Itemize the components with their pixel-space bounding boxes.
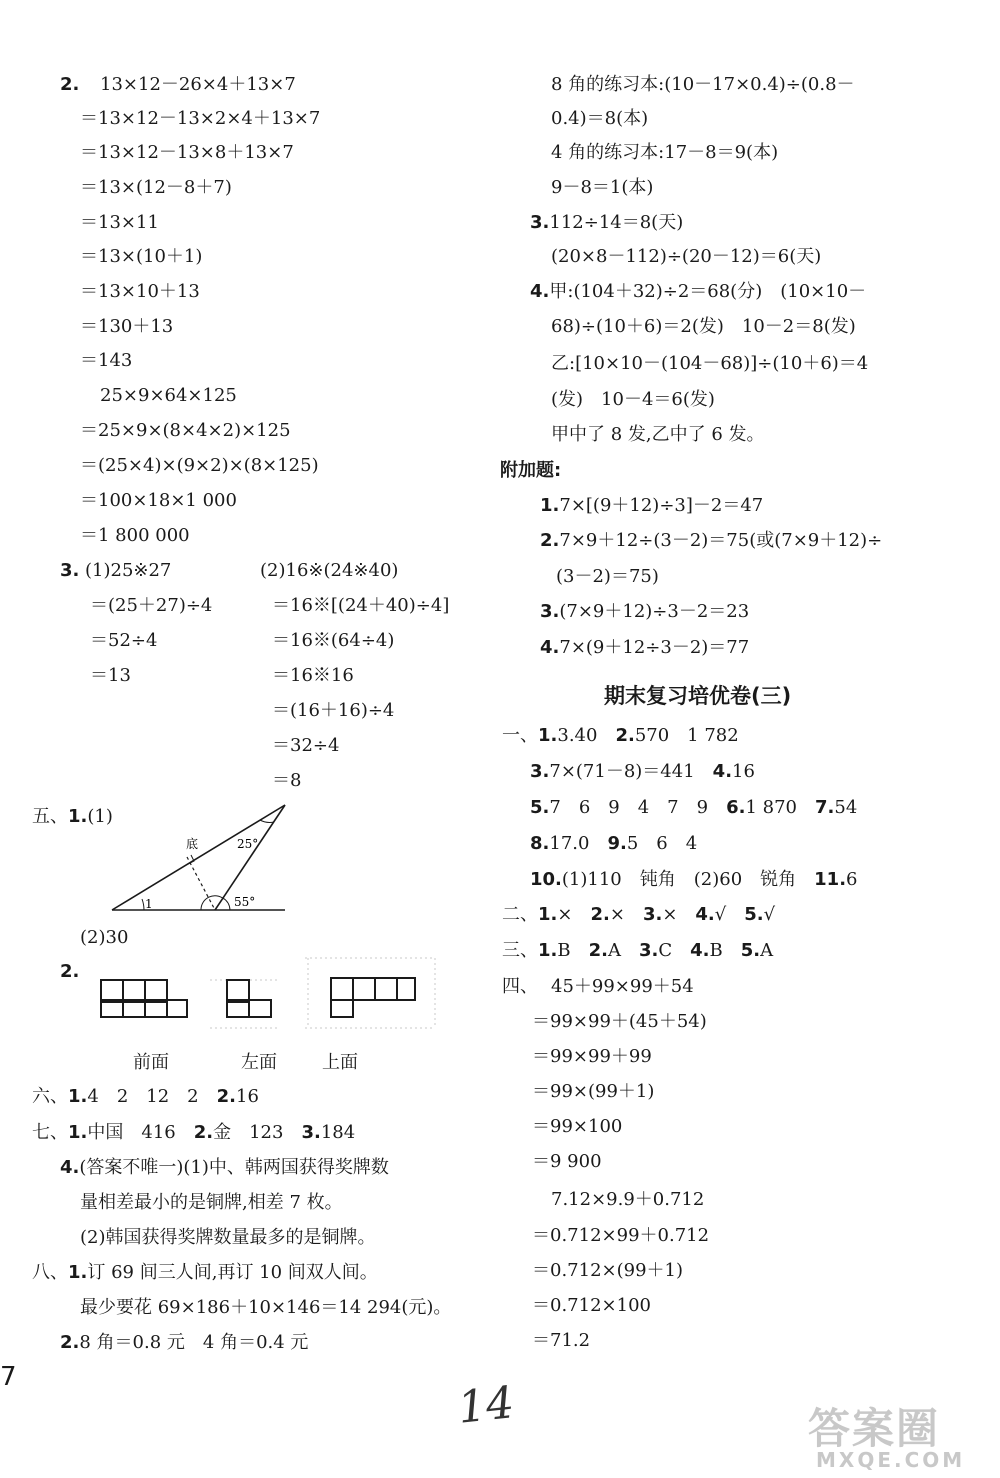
top-view [331, 978, 415, 1017]
calc-line: ＝99×100 [532, 1116, 623, 1137]
calc-line: ＝13 [90, 665, 131, 686]
calc-line: ＝13×12－13×2×4＋13×7 [80, 108, 321, 129]
calc-line: ＝13×(12－8＋7) [80, 177, 232, 198]
calc-line: ＝32÷4 [272, 735, 340, 756]
section-8-line: 八、1.订 69 间三人间,再订 10 间双人间。 [32, 1262, 378, 1283]
height-line [187, 857, 215, 910]
calc-line: ＝0.712×99＋0.712 [532, 1225, 710, 1246]
view-label-left: 左面 [241, 1052, 277, 1073]
answer-line: 最少要花 69×186＋10×146＝14 294(元)。 [80, 1297, 452, 1318]
part-1-line: 5.7 6 9 4 7 9 6.1 870 7.54 [530, 797, 858, 818]
answer-line: (发) 10－4＝6(发) [551, 389, 715, 410]
bonus-line: 1.7×[(9＋12)÷3]－2＝47 [540, 495, 764, 516]
q2-label: 2. [60, 74, 80, 95]
label-55: 55° [234, 895, 256, 909]
part-1-line: 一、1.3.40 2.570 1 782 [502, 725, 739, 746]
calc-line: (1)25※27 [85, 560, 172, 581]
section-7-line: 七、1.中国 416 2.金 123 3.184 [32, 1122, 356, 1143]
page-number: 7 [0, 1362, 17, 1392]
answer-line: 2.8 角＝0.8 元 4 角＝0.4 元 [60, 1332, 309, 1353]
calc-line: ＝(25＋27)÷4 [90, 595, 213, 616]
calc-line: ＝16※(64÷4) [272, 630, 395, 651]
calc-line: ＝(16＋16)÷4 [272, 700, 395, 721]
answer-line: 8 角的练习本:(10－17×0.4)÷(0.8－ [551, 74, 855, 95]
part-3-line: 三、1.B 2.A 3.C 4.B 5.A [502, 940, 774, 961]
angle-25-arc [260, 820, 274, 822]
calc-line: ＝1 800 000 [80, 525, 190, 546]
label-base: 底 [186, 837, 199, 851]
part-1-line: 10.(1)110 钝角 (2)60 锐角 11.6 [530, 869, 858, 890]
answer-line: 量相差最小的是铜牌,相差 7 枚。 [80, 1192, 343, 1213]
watermark-logo [808, 1396, 988, 1474]
bonus-line: 4.7×(9＋12÷3－2)＝77 [540, 637, 750, 658]
calc-line: 25×9×64×125 [100, 385, 237, 406]
label-25: 25° [237, 837, 259, 851]
calc-line: ＝100×18×1 000 [80, 490, 237, 511]
handwritten-page-number: 14 [455, 1377, 517, 1434]
calc-line: ＝9 900 [532, 1151, 602, 1172]
calc-line: ＝99×99＋99 [532, 1046, 652, 1067]
answer-line: 乙:[10×10－(104－68)]÷(10＋6)＝4 [551, 353, 869, 374]
label-angle-1: 1 [145, 897, 153, 911]
calc-line: ＝99×99＋(45＋54) [532, 1011, 707, 1032]
angle-1-arc [142, 899, 144, 910]
q3-label: 3. [60, 560, 80, 581]
answer-line: 3.112÷14＝8(天) [530, 212, 684, 233]
calc-line: 7.12×9.9＋0.712 [551, 1189, 705, 1210]
calc-line: ＝99×(99＋1) [532, 1081, 655, 1102]
answer-line: 4 角的练习本:17－8＝9(本) [551, 142, 779, 163]
part-1-line: 3.7×(71－8)＝441 4.16 [530, 761, 755, 782]
hypotenuse-line [112, 805, 285, 910]
calc-line: ＝52÷4 [90, 630, 158, 651]
left-view [227, 980, 271, 1017]
part-2-line: 二、1.× 2.× 3.× 4.√ 5.√ [502, 904, 776, 925]
answer-line: 0.4)＝8(本) [551, 108, 649, 129]
calc-line: ＝8 [272, 770, 302, 791]
calc-line: ＝130＋13 [80, 316, 174, 337]
answer-line: (2)30 [80, 927, 129, 948]
view-label-front: 前面 [133, 1052, 169, 1073]
part-1-line: 8.17.0 9.5 6 4 [530, 833, 698, 854]
three-views-figure [95, 950, 445, 1030]
calc-line: ＝16※[(24＋40)÷4] [272, 595, 450, 616]
watermark-url: MXQE.COM [816, 1448, 966, 1472]
bonus-heading: 附加题: [500, 460, 562, 481]
calc-line: ＝13×11 [80, 212, 159, 233]
answer-line: 甲中了 8 发,乙中了 6 发。 [551, 424, 765, 445]
calc-line: 13×12－26×4＋13×7 [100, 74, 296, 95]
calc-line: ＝25×9×(8×4×2)×125 [80, 420, 291, 441]
calc-line: (2)16※(24※40) [260, 560, 399, 581]
answer-line: 4.甲:(104＋32)÷2＝68(分) (10×10－ [530, 281, 867, 302]
watermark-text: 答案圈 [808, 1404, 941, 1453]
bonus-line: 3.(7×9＋12)÷3－2＝23 [540, 601, 750, 622]
answer-line: (20×8－112)÷(20－12)＝6(天) [551, 246, 822, 267]
section-5-heading: 五、1.(1) [32, 806, 113, 827]
calc-line: ＝71.2 [532, 1330, 591, 1351]
calc-line: ＝13×10＋13 [80, 281, 200, 302]
calc-line: ＝0.712×(99＋1) [532, 1260, 684, 1281]
view-label-top: 上面 [322, 1052, 358, 1073]
front-view [101, 980, 187, 1017]
calc-line: ＝0.712×100 [532, 1295, 651, 1316]
section-title: 期末复习培优卷(三) [604, 684, 792, 708]
triangle-figure [100, 800, 300, 918]
bonus-line: 2.7×9＋12÷(3－2)＝75(或(7×9＋12)÷ [540, 530, 883, 551]
answer-line: (2)韩国获得奖牌数量最多的是铜牌。 [80, 1227, 376, 1248]
section-6-line: 六、1.4 2 12 2 2.16 [32, 1086, 259, 1107]
angle-55-arc [223, 898, 230, 910]
answer-line: 9－8＝1(本) [551, 177, 654, 198]
calc-line: ＝16※16 [272, 665, 354, 686]
calc-line: ＝13×(10＋1) [80, 246, 203, 267]
calc-line: 45＋99×99＋54 [551, 976, 694, 997]
q2-views-label: 2. [60, 961, 80, 982]
calc-line: ＝13×12－13×8＋13×7 [80, 142, 294, 163]
answer-line: 68)÷(10＋6)＝2(发) 10－2＝8(发) [551, 316, 856, 337]
answer-line: 4.(答案不唯一)(1)中、韩两国获得奖牌数 [60, 1157, 389, 1178]
part-4-heading: 四、 [502, 976, 538, 997]
calc-line: ＝143 [80, 350, 133, 371]
bonus-line: (3－2)＝75) [556, 566, 659, 587]
calc-line: ＝(25×4)×(9×2)×(8×125) [80, 455, 319, 476]
